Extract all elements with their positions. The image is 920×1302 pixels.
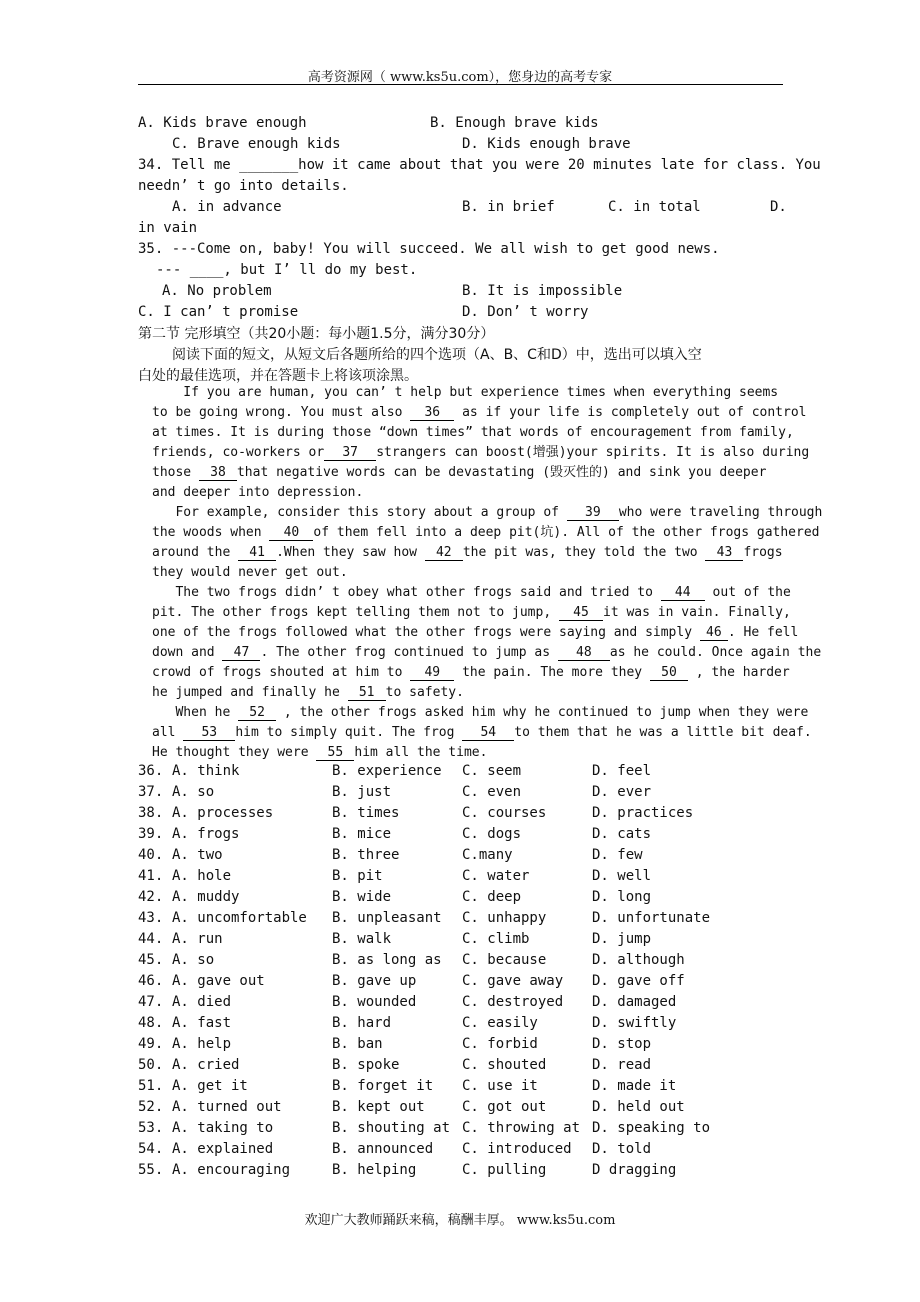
passage-line: When he 52 , the other frogs asked him why he continued to jump when they were: [152, 705, 809, 720]
section-title: 第二节 完形填空（共20小题：每小题1.5分，满分30分）: [138, 326, 495, 342]
answer-53-option-d: D. speaking to: [592, 1120, 711, 1136]
answer-41-option-d: D. well: [592, 868, 652, 884]
blank-37: 37: [324, 445, 376, 461]
answer-43-question-number: 43.: [138, 910, 164, 926]
answer-38-option-d: D. practices: [592, 805, 694, 821]
answer-45-option-c: C. because: [462, 952, 547, 968]
answer-52-option-b: B. kept out: [332, 1099, 425, 1115]
blank-41: 41: [238, 545, 276, 561]
answer-43-option-c: C. unhappy: [462, 910, 547, 926]
answer-39-option-c: C. dogs: [462, 826, 522, 842]
blank-52: 52: [238, 705, 276, 721]
answer-37-option-c: C. even: [462, 784, 522, 800]
answer-54-option-a: A. explained: [172, 1141, 274, 1157]
answer-44-option-c: C. climb: [462, 931, 530, 947]
answer-45-option-b: B. as long as: [332, 952, 442, 968]
answer-48-option-d: D. swiftly: [592, 1015, 677, 1031]
blank-51: 51: [348, 685, 386, 701]
instructions-line1: 阅读下面的短文，从短文后各题所给的四个选项（A、B、C和D）中，选出可以填入空: [172, 347, 702, 363]
answer-55-option-a: A. encouraging: [172, 1162, 291, 1178]
answer-54-option-c: C. introduced: [462, 1141, 572, 1157]
answer-50-option-b: B. spoke: [332, 1057, 400, 1073]
passage-line: and deeper into depression.: [152, 485, 364, 500]
answer-53-question-number: 53.: [138, 1120, 164, 1136]
passage-line: they would never get out.: [152, 565, 348, 580]
answer-55-question-number: 55.: [138, 1162, 164, 1178]
q35-option-b: B. It is impossible: [462, 283, 623, 299]
blank-38: 38: [199, 465, 237, 481]
blank-36: 36: [410, 405, 454, 421]
answer-39-question-number: 39.: [138, 826, 164, 842]
answer-42-question-number: 42.: [138, 889, 164, 905]
answer-50-option-a: A. cried: [172, 1057, 240, 1073]
answer-46-option-b: B. gave up: [332, 973, 417, 989]
blank-42: 42: [425, 545, 463, 561]
answer-46-option-d: D. gave off: [592, 973, 685, 989]
passage-line: If you are human, you can’ t help but experience times when everything seems: [152, 385, 779, 400]
answer-50-option-d: D. read: [592, 1057, 652, 1073]
q34-option-b: B. in brief: [462, 199, 555, 215]
answer-51-question-number: 51.: [138, 1078, 164, 1094]
blank-46: 46: [700, 625, 728, 641]
answer-42-option-d: D. long: [592, 889, 652, 905]
answer-47-option-a: A. died: [172, 994, 232, 1010]
q34-stem-line2: needn’ t go into details.: [138, 178, 349, 194]
passage-line: pit. The other frogs kept telling them not to jump, 45 it was in vain. Finally,: [152, 605, 791, 620]
answer-40-option-d: D. few: [592, 847, 643, 863]
blank-49: 49: [410, 665, 454, 681]
page-header: 高考资源网（ www.ks5u.com），您身边的高考专家: [307, 70, 613, 85]
blank-50: 50: [650, 665, 688, 681]
answer-52-option-c: C. got out: [462, 1099, 547, 1115]
answer-47-option-b: B. wounded: [332, 994, 417, 1010]
page-footer: 欢迎广大教师踊跃来稿，稿酬丰厚。 www.ks5u.com: [304, 1213, 616, 1228]
passage-line: those 38 that negative words can be devastating (毁灭性的) and sink you deeper: [152, 465, 767, 480]
blank-45: 45: [559, 605, 603, 621]
answer-46-option-c: C. gave away: [462, 973, 564, 989]
blank-55: 55: [316, 745, 354, 761]
answer-43-option-d: D. unfortunate: [592, 910, 711, 926]
answer-36-option-a: A. think: [172, 763, 240, 779]
answer-37-option-b: B. just: [332, 784, 392, 800]
passage-line: all 53 him to simply quit. The frog 54 to them that he was a little bit deaf.: [152, 725, 812, 740]
answer-38-option-a: A. processes: [172, 805, 274, 821]
answer-37-question-number: 37.: [138, 784, 164, 800]
q34-option-d-text: in vain: [138, 220, 198, 236]
q34-option-c: C. in total: [608, 199, 701, 215]
q33-option-d: D. Kids enough brave: [462, 136, 631, 152]
answer-52-question-number: 52.: [138, 1099, 164, 1115]
answer-43-option-b: B. unpleasant: [332, 910, 442, 926]
answer-46-option-a: A. gave out: [172, 973, 265, 989]
answer-42-option-c: C. deep: [462, 889, 522, 905]
answer-49-option-c: C. forbid: [462, 1036, 538, 1052]
answer-41-question-number: 41.: [138, 868, 164, 884]
instructions-line2: 白处的最佳选项，并在答题卡上将该项涂黑。: [138, 368, 418, 384]
passage-line: friends, co-workers or 37 strangers can boost(增强)your spirits. It is also during: [152, 445, 810, 460]
answer-37-option-d: D. ever: [592, 784, 652, 800]
answer-40-question-number: 40.: [138, 847, 164, 863]
answer-51-option-c: C. use it: [462, 1078, 538, 1094]
answer-51-option-a: A. get it: [172, 1078, 248, 1094]
answer-38-question-number: 38.: [138, 805, 164, 821]
passage-line: For example, consider this story about a group of 39 who were traveling through: [152, 505, 823, 520]
q34-option-a: A. in advance: [172, 199, 282, 215]
answer-55-option-b: B. helping: [332, 1162, 417, 1178]
answer-40-option-b: B. three: [332, 847, 400, 863]
answer-38-option-c: C. courses: [462, 805, 547, 821]
q34-stem-line1: 34. Tell me _______how it came about that you were 20 minutes late for class. You: [138, 157, 821, 173]
answer-47-option-d: D. damaged: [592, 994, 677, 1010]
answer-48-option-b: B. hard: [332, 1015, 392, 1031]
answer-46-question-number: 46.: [138, 973, 164, 989]
answer-52-option-a: A. turned out: [172, 1099, 282, 1115]
passage-line: to be going wrong. You must also 36 as if your life is completely out of control: [152, 405, 807, 420]
answer-44-question-number: 44.: [138, 931, 164, 947]
answer-51-option-b: B. forget it: [332, 1078, 434, 1094]
blank-39: 39: [567, 505, 619, 521]
answer-36-option-b: B. experience: [332, 763, 442, 779]
answer-48-option-c: C. easily: [462, 1015, 538, 1031]
q35-option-a: A. No problem: [162, 283, 272, 299]
answer-42-option-b: B. wide: [332, 889, 392, 905]
answer-55-option-d: D dragging: [592, 1162, 677, 1178]
answer-45-question-number: 45.: [138, 952, 164, 968]
answer-54-option-d: D. told: [592, 1141, 652, 1157]
answer-36-option-c: C. seem: [462, 763, 522, 779]
answer-49-question-number: 49.: [138, 1036, 164, 1052]
answer-48-question-number: 48.: [138, 1015, 164, 1031]
answer-49-option-a: A. help: [172, 1036, 232, 1052]
answer-39-option-a: A. frogs: [172, 826, 240, 842]
passage-line: around the 41 .When they saw how 42 the pit was, they told the two 43 frogs: [152, 545, 783, 560]
answer-49-option-b: B. ban: [332, 1036, 383, 1052]
answer-47-question-number: 47.: [138, 994, 164, 1010]
answer-40-option-a: A. two: [172, 847, 223, 863]
answer-39-option-b: B. mice: [332, 826, 392, 842]
answer-40-option-c: C.many: [462, 847, 513, 863]
answer-36-option-d: D. feel: [592, 763, 652, 779]
answer-53-option-b: B. shouting at: [332, 1120, 451, 1136]
passage-line: The two frogs didn’ t obey what other frogs said and tried to 44 out of the: [152, 585, 791, 600]
q33-option-a: A. Kids brave enough: [138, 115, 307, 131]
q35-stem-line2: --- ____, but I’ ll do my best.: [156, 262, 418, 278]
answer-51-option-d: D. made it: [592, 1078, 677, 1094]
blank-53: 53: [183, 725, 235, 741]
blank-47: 47: [222, 645, 260, 661]
q35-option-c: C. I can’ t promise: [138, 304, 299, 320]
answer-44-option-a: A. run: [172, 931, 223, 947]
answer-54-question-number: 54.: [138, 1141, 164, 1157]
passage-line: the woods when 40 of them fell into a deep pit(坑). All of the other frogs gathered: [152, 525, 820, 540]
q33-option-b: B. Enough brave kids: [430, 115, 599, 131]
answer-53-option-a: A. taking to: [172, 1120, 274, 1136]
answer-45-option-a: A. so: [172, 952, 215, 968]
answer-42-option-a: A. muddy: [172, 889, 240, 905]
answer-48-option-a: A. fast: [172, 1015, 232, 1031]
q33-option-c: C. Brave enough kids: [172, 136, 341, 152]
answer-53-option-c: C. throwing at: [462, 1120, 581, 1136]
passage-line: he jumped and finally he 51 to safety.: [152, 685, 464, 700]
passage-line: He thought they were 55 him all the time.: [152, 745, 488, 760]
passage-line: crowd of frogs shouted at him to 49 the pain. The more they 50 , the harder: [152, 665, 790, 680]
answer-41-option-b: B. pit: [332, 868, 383, 884]
blank-40: 40: [269, 525, 313, 541]
answer-39-option-d: D. cats: [592, 826, 652, 842]
answer-43-option-a: A. uncomfortable: [172, 910, 307, 926]
blank-54: 54: [462, 725, 514, 741]
answer-49-option-d: D. stop: [592, 1036, 652, 1052]
answer-41-option-a: A. hole: [172, 868, 232, 884]
answer-52-option-d: D. held out: [592, 1099, 685, 1115]
answer-47-option-c: C. destroyed: [462, 994, 564, 1010]
answer-41-option-c: C. water: [462, 868, 530, 884]
passage-line: down and 47 . The other frog continued to jump as 48 as he could. Once again the: [152, 645, 822, 660]
passage-line: one of the frogs followed what the other frogs were saying and simply 46 . He fell: [152, 625, 799, 640]
answer-44-option-d: D. jump: [592, 931, 652, 947]
answer-54-option-b: B. announced: [332, 1141, 434, 1157]
q35-stem-line1: 35. ---Come on, baby! You will succeed. We all wish to get good news.: [138, 241, 720, 257]
blank-43: 43: [705, 545, 743, 561]
answer-36-question-number: 36.: [138, 763, 164, 779]
answer-50-option-c: C. shouted: [462, 1057, 547, 1073]
passage-line: at times. It is during those “down times” that words of encouragement from family,: [152, 425, 794, 440]
q35-option-d: D. Don’ t worry: [462, 304, 589, 320]
answer-45-option-d: D. although: [592, 952, 685, 968]
answer-44-option-b: B. walk: [332, 931, 392, 947]
answer-38-option-b: B. times: [332, 805, 400, 821]
header-divider: [138, 84, 783, 85]
answer-50-question-number: 50.: [138, 1057, 164, 1073]
blank-48: 48: [558, 645, 610, 661]
answer-55-option-c: C. pulling: [462, 1162, 547, 1178]
q34-option-d: D.: [770, 199, 787, 215]
blank-44: 44: [661, 585, 705, 601]
answer-37-option-a: A. so: [172, 784, 215, 800]
